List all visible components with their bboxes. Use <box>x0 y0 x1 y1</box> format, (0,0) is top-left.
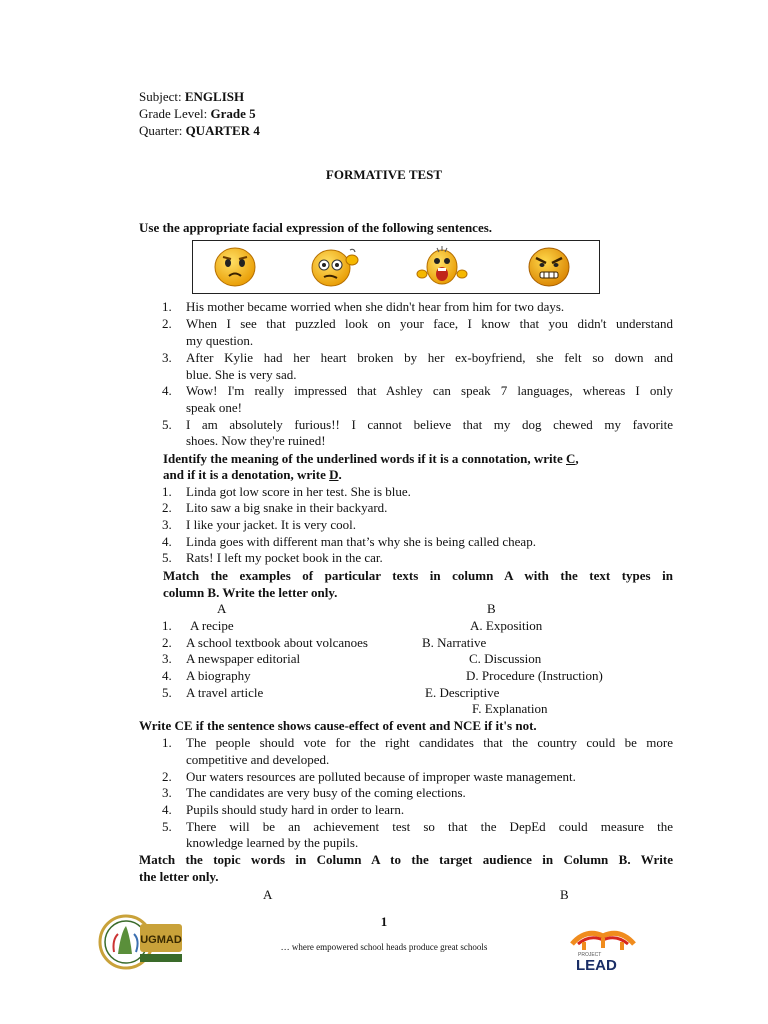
column-a-header: A <box>263 887 273 902</box>
page-title: FORMATIVE TEST <box>325 167 443 182</box>
list-item-cont: speak one! <box>186 400 242 415</box>
list-item: Our waters resources are polluted because of improper waste management. <box>186 769 576 784</box>
list-item: When I see that puzzled look on your face, I know that you didn't understand <box>186 316 673 331</box>
section1-instruction: Use the appropriate facial expression of the following sentences. <box>139 220 493 235</box>
list-item-cont: my question. <box>186 333 254 348</box>
list-item: A travel article <box>186 685 264 700</box>
subject-label: Subject: <box>139 89 182 104</box>
list-item: A. Exposition <box>470 618 543 633</box>
list-item: C. Discussion <box>469 651 542 666</box>
list-item-cont: knowledge learned by the pupils. <box>186 835 359 850</box>
list-item: Linda got low score in her test. She is blue. <box>186 484 411 499</box>
section3-instruction-line1: Match the examples of particular texts in column A with the text types in <box>163 568 673 583</box>
list-item: Lito saw a big snake in their backyard. <box>186 500 388 515</box>
column-a-header: A <box>217 601 227 616</box>
grade-label: Grade Level: <box>139 106 208 121</box>
letter-c: C <box>566 451 576 466</box>
section5-instruction-line1: Match the topic words in Column A to the target audience in Column B. Write <box>139 852 673 867</box>
subject-value: ENGLISH <box>184 89 245 104</box>
instruction-text: Identify the meaning of the underlined words if it is a connotation, write <box>163 451 563 466</box>
lead-logo-text: LEAD <box>576 957 617 974</box>
list-item-cont: blue. She is very sad. <box>186 367 297 382</box>
list-item: A newspaper editorial <box>186 651 301 666</box>
list-item: A school textbook about volcanoes <box>186 635 368 650</box>
project-lead-logo <box>568 922 638 974</box>
list-item: F. Explanation <box>472 701 548 716</box>
page-number: 1 <box>380 914 388 929</box>
list-item: There will be an achievement test so that the DepEd could measure the <box>186 819 673 834</box>
grade-line <box>139 105 256 122</box>
quarter-label: Quarter: <box>139 123 183 138</box>
list-item: His mother became worried when she didn't hear from him for two days. <box>186 299 565 314</box>
worried-face-icon <box>213 246 257 288</box>
list-item-cont: shoes. Now they're ruined! <box>186 433 326 448</box>
quarter-line <box>139 122 260 139</box>
section2-instruction-line2 <box>163 466 342 483</box>
list-item: I like your jacket. It is very cool. <box>186 517 357 532</box>
list-item: A biography <box>186 668 251 683</box>
section5-instruction-line2: the letter only. <box>139 869 219 884</box>
section2-instruction-line1 <box>163 450 579 467</box>
confused-face-icon <box>310 246 360 288</box>
angry-face-icon <box>527 246 571 288</box>
letter-d: D <box>329 467 339 482</box>
period: . <box>338 467 342 482</box>
list-item: Pupils should study hard in order to learn. <box>186 802 405 817</box>
column-b-header: B <box>560 887 569 902</box>
grade-value: Grade 5 <box>210 106 256 121</box>
list-item: The candidates are very busy of the coming elections. <box>186 785 466 800</box>
section4-instruction: Write CE if the sentence shows cause-effect of event and NCE if it's not. <box>139 718 537 733</box>
section3-instruction-line2: column B. Write the letter only. <box>163 585 338 600</box>
list-item: After Kylie had her heart broken by her ex-boyfriend, she felt so down and <box>186 350 673 365</box>
ugmad-logo-text: UGMAD <box>140 934 182 946</box>
list-item: The people should vote for the right candidates that the country could be more <box>186 735 673 750</box>
subject-line <box>139 88 244 105</box>
footer-tagline: … where empowered school heads produce great schools <box>280 942 488 952</box>
list-item: I am absolutely furious!! I cannot believe that my dog chewed my favorite <box>186 417 673 432</box>
emoji-strip <box>192 240 600 294</box>
list-item: B. Narrative <box>422 635 487 650</box>
list-item: D. Procedure (Instruction) <box>466 668 603 683</box>
list-item-cont: competitive and developed. <box>186 752 330 767</box>
column-b-header: B <box>487 601 496 616</box>
quarter-value: QUARTER 4 <box>185 123 260 138</box>
list-item: A recipe <box>190 618 234 633</box>
list-item: Rats! I left my pocket book in the car. <box>186 550 383 565</box>
document-page: Subject: ENGLISH Grade Level: Grade 5 Quarter: QUARTER 4 FORMATIVE TEST Use the appropriate facial expression of the following sentences. 1. His mother became worried when she didn't hear from him for two days. 2. When I see that puzzled look on your face, I know that you didn't understand my question. 3. After Kylie had her heart broken by her ex-boyfriend, she felt so down and blue. She is very sad. 4. Wow! I'm really impressed that Ashley can speak 7 languages, whereas I only speak one! 5. I am absolutely furious!! I cannot believe that my dog chewed my favorite shoes. Now they're ruined! Identify the meaning of the underlined words if it is a connotation, write C, and if it is a denotation, write D. 1. Linda got low score in her test. She is blue. 2. Lito saw a big snake in their backyard. 3. I like your jacket. It is very cool. 4. Linda goes with different man that’s why she is being called cheap. 5. Rats! I left my pocket book in the car. Match the examples of particular texts in column A with the text types in column B. Write the letter only. A B 1. A recipe 2. A school textbook about volcanoes 3. A newspaper editorial 4. A biography 5. A travel article A. Exposition B. Narrative C. Discussion D. Procedure (Instruction) E. Descriptive F. Explanation Write CE if the sentence shows cause-effect of event and NCE if it's not. 1. The people should vote for the right candidates that the country could be more competitive and developed. 2. Our waters resources are polluted because of improper waste management. 3. The candidates are very busy of the coming elections. 4. Pupils should study hard in order to learn. 5. There will be an achievement test so that the DepEd could measure the knowledge learned by the pupils. Match the topic words in Column A to the target audience in Column B. Write the letter only. A B 1 … where empowered school heads produce great schools UGMAD PROJECT LEAD <box>0 0 768 1024</box>
ugmad-logo <box>96 912 186 970</box>
comma: , <box>575 451 579 466</box>
list-item: Linda goes with different man that’s why she is being called cheap. <box>186 534 536 549</box>
shocked-face-icon <box>415 246 469 288</box>
project-label: PROJECT <box>578 952 602 958</box>
instruction-text: and if it is a denotation, write <box>163 467 326 482</box>
list-item: E. Descriptive <box>425 685 500 700</box>
list-item: Wow! I'm really impressed that Ashley can speak 7 languages, whereas I only <box>186 383 673 398</box>
